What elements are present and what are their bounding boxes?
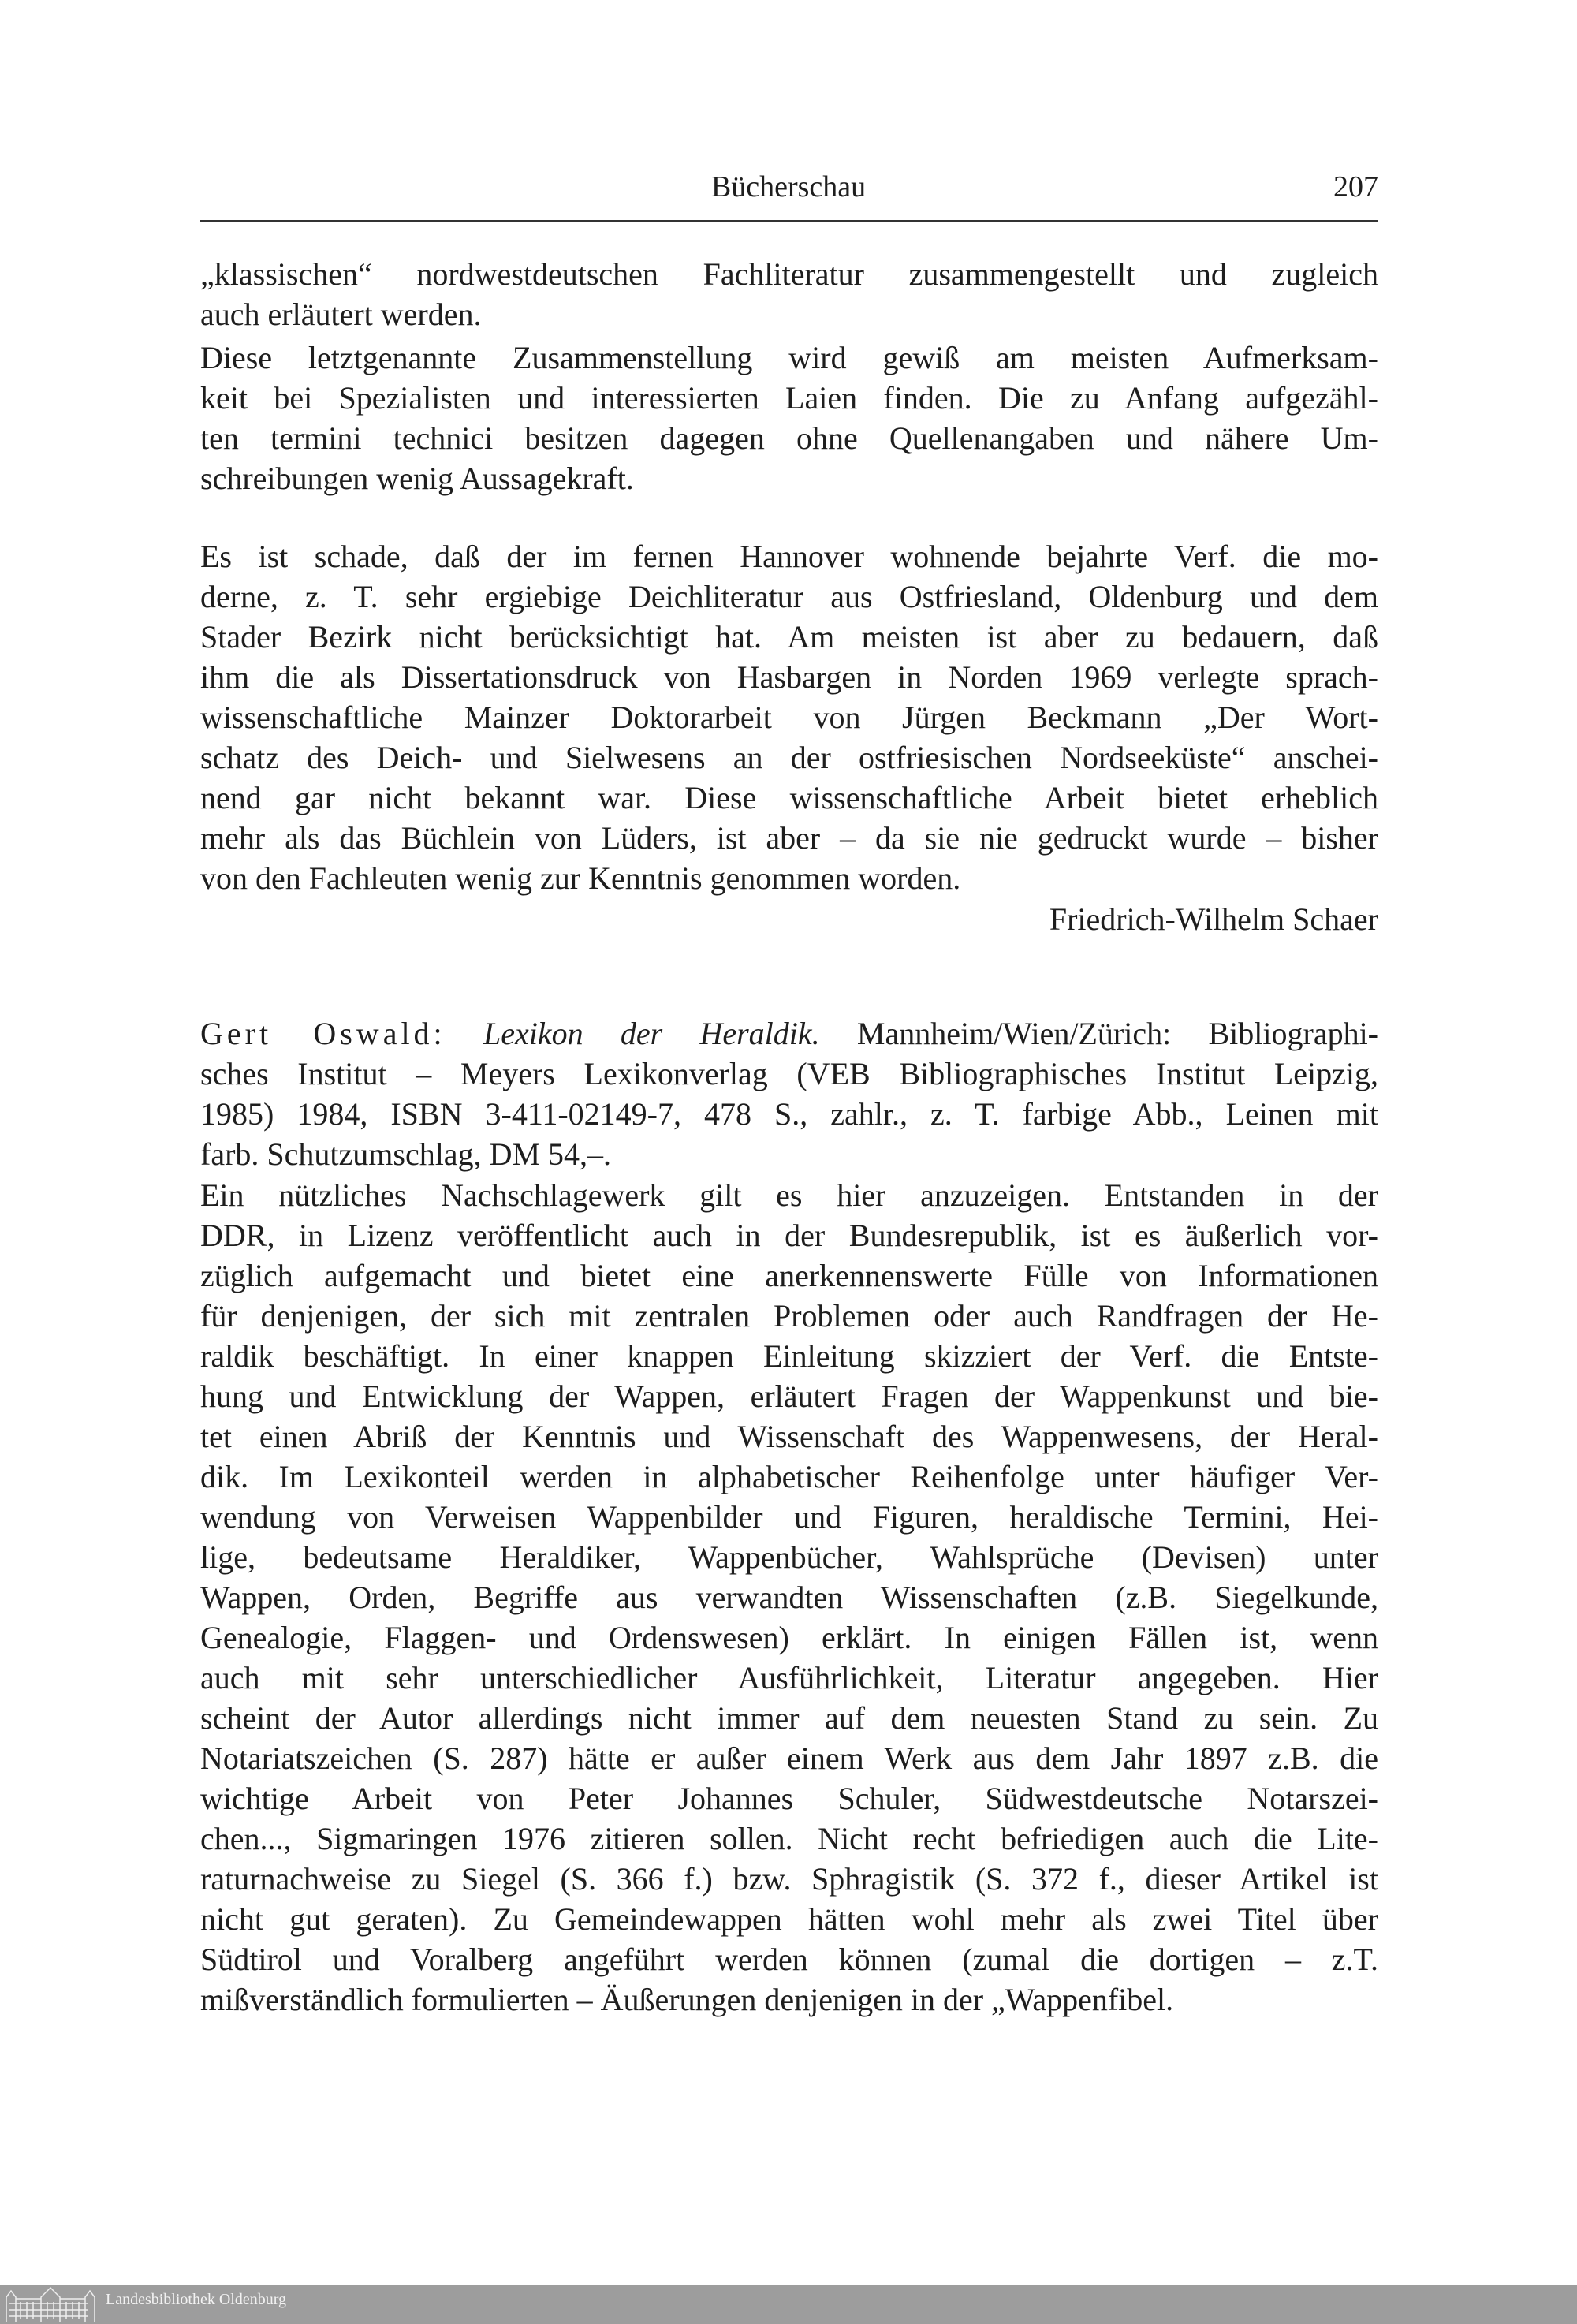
entry-line: 1985) 1984, ISBN 3-411-02149-7, 478 S., zahlr., z. T. farbige Abb., Leinen mit <box>200 1096 1378 1132</box>
running-title: Bücherschau <box>710 170 867 203</box>
text-line: Notariatszeichen (S. 287) hätte er außer einem Werk aus dem Jahr 1897 z.B. die <box>200 1740 1378 1776</box>
text-line: ten termini technici besitzen dagegen ohne Quellenangaben und nähere Um- <box>200 420 1378 456</box>
text-line: chen..., Sigmaringen 1976 zitieren sollen. Nicht recht befriedigen auch die Lite- <box>200 1821 1378 1856</box>
text-line: „klassischen“ nordwestdeutschen Fachliteratur zusammengestellt und zugleich <box>200 256 1378 292</box>
reviewer-signature: Friedrich-Wilhelm Schaer <box>1049 901 1378 937</box>
text-line: keit bei Spezialisten und interessierten Laien finden. Die zu Anfang aufgezähl- <box>200 380 1378 416</box>
entry-line: sches Institut – Meyers Lexikonverlag (VEB Bibliographisches Institut Leipzig, <box>200 1056 1378 1091</box>
text-line: schatz des Deich- und Sielwesens an der ostfriesischen Nordseeküste“ anschei- <box>200 740 1378 775</box>
paragraph <box>200 254 1378 334</box>
entry-line: farb. Schutzumschlag, DM 54,–. <box>200 1136 612 1172</box>
paragraph <box>200 338 1378 498</box>
library-name: Landesbibliothek Oldenburg <box>106 2291 287 2308</box>
entry-text: Mannheim/Wien/Zürich: Bibliographi- <box>856 1016 1379 1051</box>
text-line: nend gar nicht bekannt war. Diese wissenschaftliche Arbeit bietet erheblich <box>200 780 1378 815</box>
text-line: Ein nützliches Nachschlagewerk gilt es hier anzuzeigen. Entstanden in der <box>200 1177 1378 1213</box>
page-number: 207 <box>1333 170 1378 203</box>
text-line: ihm die als Dissertationsdruck von Hasbargen in Norden 1969 verlegte sprach- <box>200 659 1378 695</box>
text-line: schreibungen wenig Aussagekraft. <box>200 461 634 496</box>
paragraph <box>200 1175 1378 2020</box>
text-line: tet einen Abriß der Kenntnis und Wissenschaft des Wappenwesens, der Heral- <box>200 1419 1378 1454</box>
library-building-logo <box>5 2286 99 2322</box>
bibliographic-entry <box>200 1013 1378 1174</box>
text-line: Genealogie, Flaggen- und Ordenswesen) erklärt. In einigen Fällen ist, wenn <box>200 1620 1378 1655</box>
text-line: Stader Bezirk nicht berücksichtigt hat. Am meisten ist aber zu bedauern, daß <box>200 619 1378 655</box>
text-line: auch erläutert werden. <box>200 297 482 332</box>
footer-bar <box>0 2285 1577 2324</box>
header-rule <box>200 220 1378 222</box>
text-line: nicht gut geraten). Zu Gemeindewappen hätten wohl mehr als zwei Titel über <box>200 1901 1378 1937</box>
text-line: dik. Im Lexikonteil werden in alphabetischer Reihenfolge unter häufiger Ver- <box>200 1459 1378 1494</box>
book-author: Gert Oswald: <box>200 1016 446 1051</box>
text-line: wichtige Arbeit von Peter Johannes Schuler, Südwestdeutsche Notarszei- <box>200 1781 1378 1816</box>
text-line: Diese letztgenannte Zusammenstellung wird gewiß am meisten Aufmerksam- <box>200 340 1378 375</box>
text-line: DDR, in Lizenz veröffentlicht auch in der Bundesrepublik, ist es äußerlich vor- <box>200 1218 1378 1253</box>
text-line: wissenschaftliche Mainzer Doktorarbeit von Jürgen Beckmann „Der Wort- <box>200 699 1378 735</box>
text-line: derne, z. T. sehr ergiebige Deichliteratur aus Ostfriesland, Oldenburg und dem <box>200 579 1378 614</box>
text-line: wendung von Verweisen Wappenbilder und Figuren, heraldische Termini, Hei- <box>200 1499 1378 1535</box>
text-line: für denjenigen, der sich mit zentralen Problemen oder auch Randfragen der He- <box>200 1298 1378 1334</box>
paragraph <box>200 536 1378 898</box>
text-line: raturnachweise zu Siegel (S. 366 f.) bzw. Sphragistik (S. 372 f., dieser Artikel ist <box>200 1861 1378 1897</box>
text-line: mißverständlich formulierten – Äußerungen denjenigen in der „Wappenfibel. <box>200 1982 1174 2017</box>
text-line: mehr als das Büchlein von Lüders, ist aber – da sie nie gedruckt wurde – bisher <box>200 820 1378 856</box>
text-line: Wappen, Orden, Begriffe aus verwandten Wissenschaften (z.B. Siegelkunde, <box>200 1580 1378 1615</box>
book-title: Lexikon der Heraldik. <box>483 1016 820 1051</box>
text-line: auch mit sehr unterschiedlicher Ausführlichkeit, Literatur angegeben. Hier <box>200 1660 1378 1695</box>
text-line: Es ist schade, daß der im fernen Hannover wohnende bejahrte Verf. die mo- <box>200 539 1378 574</box>
text-line: scheint der Autor allerdings nicht immer auf dem neuesten Stand zu sein. Zu <box>200 1700 1378 1736</box>
text-line: hung und Entwicklung der Wappen, erläutert Fragen der Wappenkunst und bie- <box>200 1378 1378 1414</box>
text-line: lige, bedeutsame Heraldiker, Wappenbücher, Wahlsprüche (Devisen) unter <box>200 1539 1378 1575</box>
text-line: von den Fachleuten wenig zur Kenntnis genommen worden. <box>200 860 961 896</box>
text-line: züglich aufgemacht und bietet eine anerkennenswerte Fülle von Informationen <box>200 1258 1378 1293</box>
entry-line <box>200 1013 1378 1054</box>
text-line: Südtirol und Voralberg angeführt werden können (zumal die dortigen – z.T. <box>200 1942 1378 1977</box>
text-line: raldik beschäftigt. In einer knappen Einleitung skizziert der Verf. die Entste- <box>200 1338 1378 1374</box>
